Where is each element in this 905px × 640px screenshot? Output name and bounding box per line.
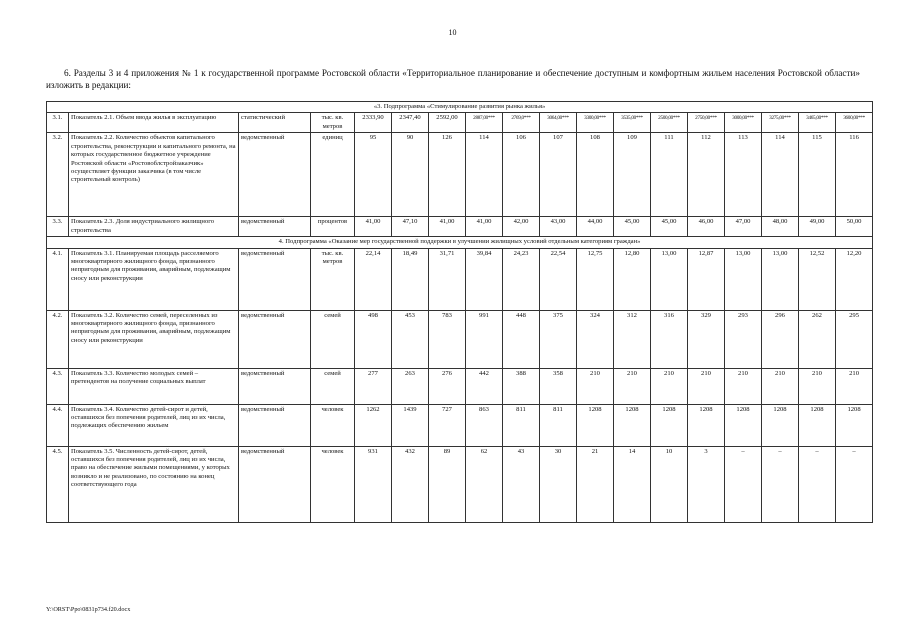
value-cell: 1208 — [651, 404, 688, 446]
value-cell: 114 — [466, 133, 503, 217]
unit-cell: семей — [311, 368, 355, 404]
value-cell: 1208 — [614, 404, 651, 446]
unit-cell: человек — [311, 446, 355, 522]
value-cell: 498 — [355, 310, 392, 368]
unit-cell: единиц — [311, 133, 355, 217]
value-cell: 442 — [466, 368, 503, 404]
value-cell: 2347,40 — [392, 113, 429, 133]
indicators-table — [46, 101, 873, 523]
value-cell: 12,80 — [614, 248, 651, 310]
value-cell: 3600,00*** — [836, 113, 873, 133]
value-cell: 3465,00*** — [799, 113, 836, 133]
value-cell: 3535,00*** — [614, 113, 651, 133]
value-cell: 262 — [799, 310, 836, 368]
indicator-name: Показатель 3.1. Планируемая площадь расселяемого многоквартирного жилищного фонда, признанного непригодным для проживания, аварийным, подлежащим сносу или реконструкции — [69, 248, 239, 310]
value-cell: 114 — [762, 133, 799, 217]
value-cell: 811 — [503, 404, 540, 446]
value-cell: 296 — [762, 310, 799, 368]
indicator-type: ведомственный — [239, 310, 311, 368]
page-number: 10 — [448, 28, 457, 37]
value-cell: 111 — [651, 133, 688, 217]
value-cell: 12,52 — [799, 248, 836, 310]
value-cell: 210 — [614, 368, 651, 404]
value-cell: 432 — [392, 446, 429, 522]
value-cell: 43,00 — [540, 217, 577, 237]
value-cell: 48,00 — [762, 217, 799, 237]
value-cell: 375 — [540, 310, 577, 368]
value-cell: 13,00 — [762, 248, 799, 310]
value-cell: 210 — [651, 368, 688, 404]
section-title: 4. Подпрограмма «Оказание мер государственной поддержки в улучшении жилищных условий отдельным категориям граждан» — [47, 237, 873, 248]
value-cell: 43 — [503, 446, 540, 522]
value-cell: 50,00 — [836, 217, 873, 237]
row-number: 4.1. — [47, 248, 69, 310]
value-cell: 329 — [688, 310, 725, 368]
indicator-name: Показатель 2.1. Объем ввода жилья в эксплуатацию — [69, 113, 239, 133]
value-cell: 2887,00*** — [466, 113, 503, 133]
value-cell: 2592,00 — [429, 113, 466, 133]
value-cell: 1208 — [577, 404, 614, 446]
value-cell: 12,75 — [577, 248, 614, 310]
value-cell: 24,23 — [503, 248, 540, 310]
indicator-type: ведомственный — [239, 217, 311, 237]
value-cell: 448 — [503, 310, 540, 368]
value-cell: 931 — [355, 446, 392, 522]
value-cell: 12,20 — [836, 248, 873, 310]
table-row — [47, 404, 873, 446]
indicator-type: статистический — [239, 113, 311, 133]
row-number: 4.4. — [47, 404, 69, 446]
value-cell: 2500,00*** — [651, 113, 688, 133]
file-path-footer: Y:\ORST\Ppo\0831p734.f20.docx — [46, 606, 131, 613]
value-cell: 31,71 — [429, 248, 466, 310]
value-cell: 453 — [392, 310, 429, 368]
value-cell: 1208 — [836, 404, 873, 446]
value-cell: 109 — [614, 133, 651, 217]
table-row — [47, 446, 873, 522]
value-cell: 41,00 — [355, 217, 392, 237]
value-cell: 1208 — [799, 404, 836, 446]
value-cell: 18,49 — [392, 248, 429, 310]
table-row — [47, 310, 873, 368]
unit-cell: человек — [311, 404, 355, 446]
value-cell: 210 — [836, 368, 873, 404]
indicator-name: Показатель 2.2. Количество объектов капитального строительства, реконструкции и капитального ремонта, на которых государственное бюджетное учреждение Ростовской области «Ростовоблстройзаказчик» осуществляет функции заказчика (в том числе строительный контроль) — [69, 133, 239, 217]
value-cell: 293 — [725, 310, 762, 368]
section-header-row — [47, 237, 873, 248]
section-title: «3. Подпрограмма «Стимулирование развития рынка жилья» — [47, 102, 873, 113]
value-cell: 116 — [836, 133, 873, 217]
value-cell: 13,00 — [651, 248, 688, 310]
table-row — [47, 217, 873, 237]
value-cell: – — [799, 446, 836, 522]
unit-cell: процентов — [311, 217, 355, 237]
value-cell: 1208 — [688, 404, 725, 446]
value-cell: 276 — [429, 368, 466, 404]
value-cell: 991 — [466, 310, 503, 368]
value-cell: 90 — [392, 133, 429, 217]
value-cell: 107 — [540, 133, 577, 217]
value-cell: 39,84 — [466, 248, 503, 310]
value-cell: 312 — [614, 310, 651, 368]
value-cell: 2769,0*** — [503, 113, 540, 133]
row-number: 3.1. — [47, 113, 69, 133]
indicator-name: Показатель 3.4. Количество детей-сирот и детей, оставшихся без попечения родителей, лиц из их числа, подлежащих обеспечению жильем — [69, 404, 239, 446]
indicator-name: Показатель 3.2. Количество семей, переселенных из многоквартирного жилищного фонда, признанного непригодным для проживания, аварийным, подлежащим сносу или реконструкции — [69, 310, 239, 368]
intro-paragraph: 6. Разделы 3 и 4 приложения № 1 к государственной программе Ростовской области «Территориальное планирование и обеспечение доступным и комфортным жильем населения Ростовской области» изложить в редакции: — [46, 68, 860, 90]
value-cell: 210 — [799, 368, 836, 404]
value-cell: 41,00 — [429, 217, 466, 237]
unit-cell: тыс. кв. метров — [311, 113, 355, 133]
value-cell: 42,00 — [503, 217, 540, 237]
table-row — [47, 368, 873, 404]
value-cell: 115 — [799, 133, 836, 217]
value-cell: 112 — [688, 133, 725, 217]
value-cell: 113 — [725, 133, 762, 217]
value-cell: 2750,00*** — [688, 113, 725, 133]
indicator-type: ведомственный — [239, 368, 311, 404]
indicator-type: ведомственный — [239, 133, 311, 217]
value-cell: – — [762, 446, 799, 522]
row-number: 3.3. — [47, 217, 69, 237]
table-row — [47, 248, 873, 310]
indicator-name: Показатель 3.5. Численность детей-сирот, детей, оставшихся без попечения родителей, лиц из их числа, право на обеспечение жилыми помещениями, у которых возникло и не реализовано, по состоянию на конец соответствующего года — [69, 446, 239, 522]
value-cell: 316 — [651, 310, 688, 368]
value-cell: 45,00 — [614, 217, 651, 237]
value-cell: 108 — [577, 133, 614, 217]
value-cell: 44,00 — [577, 217, 614, 237]
value-cell: 1208 — [762, 404, 799, 446]
unit-cell: семей — [311, 310, 355, 368]
value-cell: 10 — [651, 446, 688, 522]
value-cell: 727 — [429, 404, 466, 446]
value-cell: 49,00 — [799, 217, 836, 237]
value-cell: 30 — [540, 446, 577, 522]
indicator-name: Показатель 3.3. Количество молодых семей – претендентов на получение социальных выплат — [69, 368, 239, 404]
value-cell: 388 — [503, 368, 540, 404]
value-cell: 1262 — [355, 404, 392, 446]
value-cell: 358 — [540, 368, 577, 404]
value-cell: 41,00 — [466, 217, 503, 237]
value-cell: 14 — [614, 446, 651, 522]
value-cell: 46,00 — [688, 217, 725, 237]
value-cell: – — [725, 446, 762, 522]
value-cell: 3 — [688, 446, 725, 522]
unit-cell: тыс. кв. метров — [311, 248, 355, 310]
value-cell: 2333,90 — [355, 113, 392, 133]
row-number: 4.2. — [47, 310, 69, 368]
value-cell: 95 — [355, 133, 392, 217]
row-number: 4.3. — [47, 368, 69, 404]
value-cell: 863 — [466, 404, 503, 446]
value-cell: 210 — [577, 368, 614, 404]
table-row — [47, 113, 873, 133]
row-number: 4.5. — [47, 446, 69, 522]
value-cell: 277 — [355, 368, 392, 404]
value-cell: 3300,00*** — [577, 113, 614, 133]
value-cell: 12,87 — [688, 248, 725, 310]
value-cell: 324 — [577, 310, 614, 368]
value-cell: 210 — [762, 368, 799, 404]
section-header-row — [47, 102, 873, 113]
value-cell: 3275,00*** — [762, 113, 799, 133]
value-cell: 210 — [688, 368, 725, 404]
value-cell: 783 — [429, 310, 466, 368]
value-cell: 210 — [725, 368, 762, 404]
value-cell: – — [836, 446, 873, 522]
value-cell: 13,00 — [725, 248, 762, 310]
indicator-type: ведомственный — [239, 248, 311, 310]
value-cell: 47,10 — [392, 217, 429, 237]
value-cell: 1439 — [392, 404, 429, 446]
value-cell: 811 — [540, 404, 577, 446]
value-cell: 106 — [503, 133, 540, 217]
value-cell: 3064,00*** — [540, 113, 577, 133]
value-cell: 3000,00*** — [725, 113, 762, 133]
value-cell: 1208 — [725, 404, 762, 446]
indicator-name: Показатель 2.3. Доля индустриального жилищного строительства — [69, 217, 239, 237]
value-cell: 21 — [577, 446, 614, 522]
value-cell: 62 — [466, 446, 503, 522]
value-cell: 45,00 — [651, 217, 688, 237]
value-cell: 89 — [429, 446, 466, 522]
table-row — [47, 133, 873, 217]
value-cell: 22,14 — [355, 248, 392, 310]
value-cell: 126 — [429, 133, 466, 217]
indicator-type: ведомственный — [239, 404, 311, 446]
value-cell: 295 — [836, 310, 873, 368]
indicator-type: ведомственный — [239, 446, 311, 522]
value-cell: 22,54 — [540, 248, 577, 310]
value-cell: 263 — [392, 368, 429, 404]
value-cell: 47,00 — [725, 217, 762, 237]
row-number: 3.2. — [47, 133, 69, 217]
